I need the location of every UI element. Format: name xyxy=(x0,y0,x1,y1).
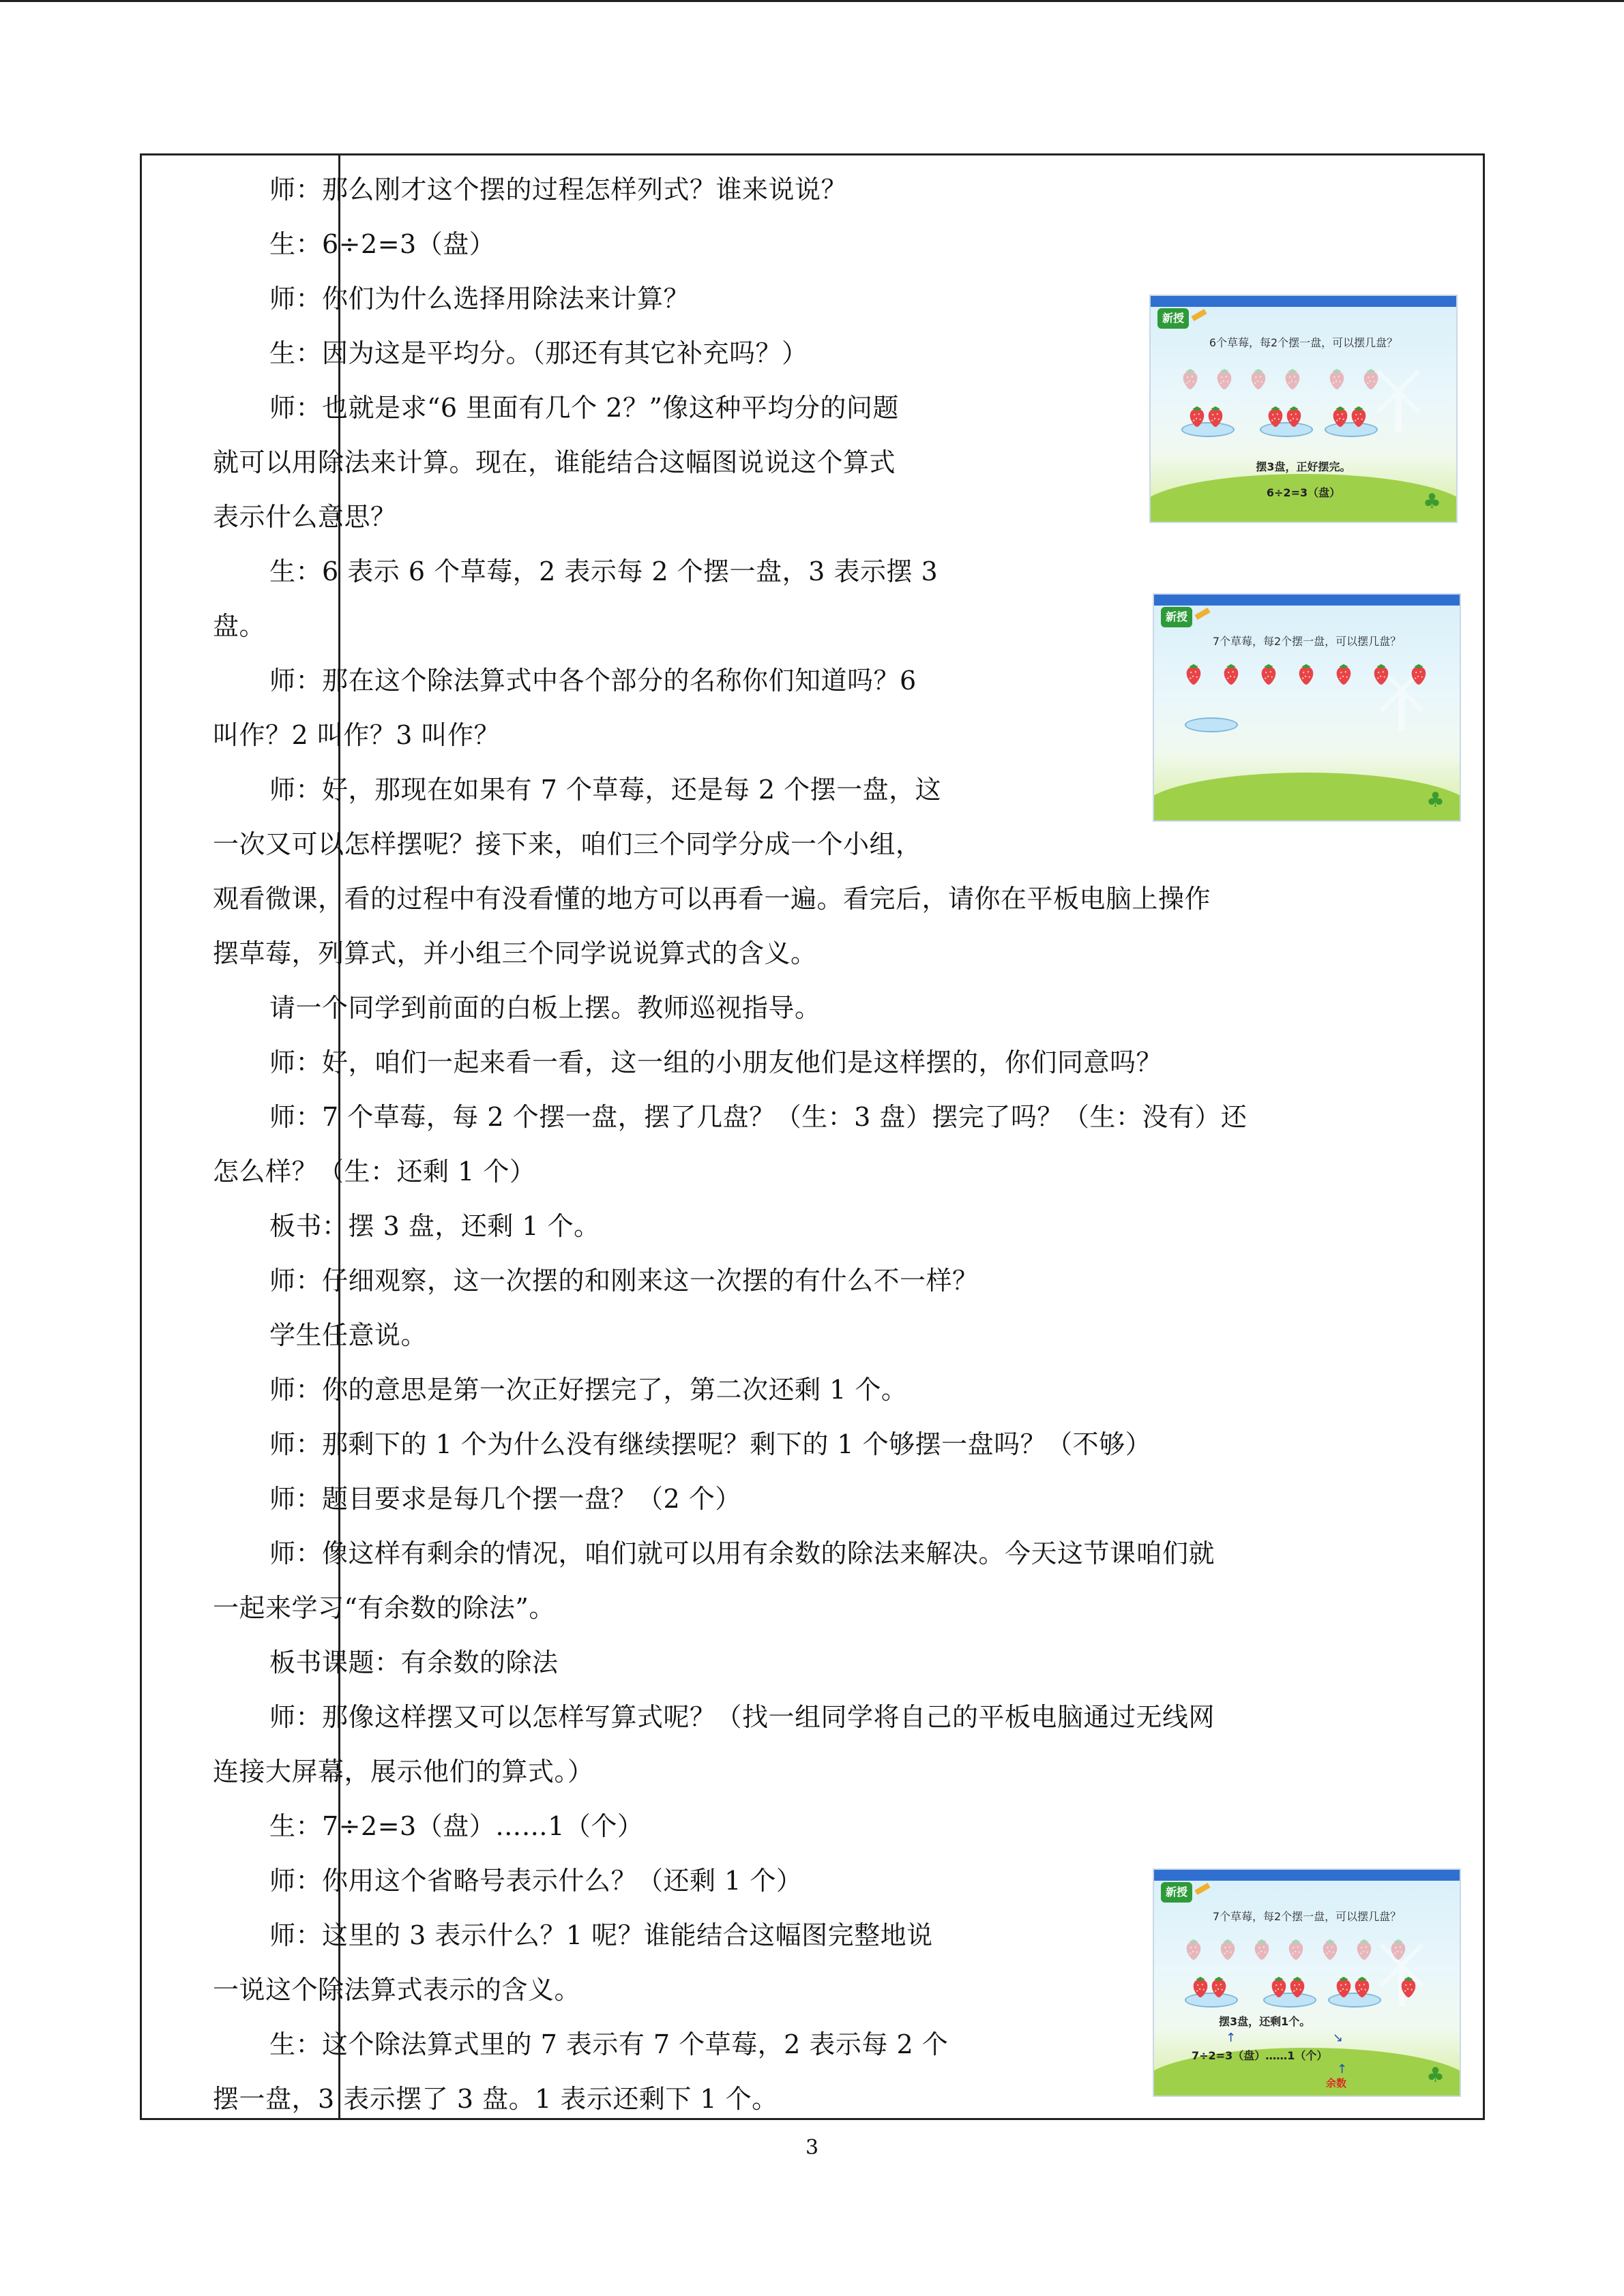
lesson-line: 师：好，那现在如果有 7 个草莓，还是每 2 个摆一盘，这 xyxy=(269,775,942,805)
strawberry-icon xyxy=(1321,1938,1339,1961)
lesson-line: 摆一盘，3 表示摆了 3 盘。1 表示还剩下 1 个。 xyxy=(213,2084,778,2114)
windmill-icon xyxy=(1374,364,1422,432)
lesson-line: 盘。 xyxy=(213,611,266,641)
lesson-line: 生：6÷2=3（盘） xyxy=(269,229,496,259)
lesson-line: 连接大屏幕，展示他们的算式。） xyxy=(213,1757,594,1787)
lesson-line: 生：6 表示 6 个草莓，2 表示每 2 个摆一盘，3 表示摆 3 xyxy=(269,556,939,586)
lesson-line: 师：那在这个除法算式中各个部分的名称你们知道吗？6 xyxy=(269,666,917,696)
page-top-rule xyxy=(0,0,1624,2)
page-number: 3 xyxy=(805,2136,819,2160)
slide-tag: 新授 xyxy=(1161,1882,1192,1903)
lesson-line: 师：你们为什么选择用除法来计算？ xyxy=(269,284,690,314)
strawberry-icon xyxy=(1400,1976,1417,1999)
strawberry-icon xyxy=(1207,405,1224,428)
strawberry-icon xyxy=(1287,1938,1305,1961)
clover-icon: ♣ xyxy=(1426,788,1445,812)
lesson-line: 生：这个除法算式里的 7 表示有 7 个草莓，2 表示每 2 个 xyxy=(269,2029,949,2059)
slide-header-band xyxy=(1154,1870,1460,1881)
lesson-line: 板书：摆 3 盘，还剩 1 个。 xyxy=(269,1211,600,1241)
strawberry-icon xyxy=(1188,405,1206,428)
strawberry-icon xyxy=(1331,405,1349,428)
arrow-down-icon: ↘ xyxy=(1333,2031,1344,2045)
strawberry-icon xyxy=(1250,368,1267,391)
clover-icon: ♣ xyxy=(1423,490,1441,513)
plate-icon xyxy=(1185,717,1238,732)
lesson-line: 板书课题：有余数的除法 xyxy=(269,1648,559,1678)
lesson-line: 师：7 个草莓，每 2 个摆一盘，摆了几盘？（生：3 盘）摆完了吗？（生：没有）还 xyxy=(269,1102,1247,1132)
lesson-line: 师：那像这样摆又可以怎样写算式呢？（找一组同学将自己的平板电脑通过无线网 xyxy=(269,1702,1215,1732)
lesson-line: 一次又可以怎样摆呢？接下来，咱们三个同学分成一个小组， xyxy=(213,829,922,859)
slide-caption: 摆3盘，还剩1个。 xyxy=(1219,2015,1311,2028)
lesson-line: 生：因为这是平均分。（那还有其它补充吗？） xyxy=(269,338,808,368)
strawberry-icon xyxy=(1353,1976,1371,1999)
lesson-line: 摆草莓，列算式，并小组三个同学说说算式的含义。 xyxy=(213,938,817,968)
strawberry-icon xyxy=(1192,1976,1209,1999)
slide-tag: 新授 xyxy=(1161,607,1192,627)
lesson-line: 学生任意说。 xyxy=(269,1320,428,1350)
strawberry-icon xyxy=(1219,1938,1237,1961)
lesson-line: 师：那么刚才这个摆的过程怎样列式？谁来说说？ xyxy=(269,175,848,205)
arrow-up-icon: ↑ xyxy=(1337,2062,1348,2076)
strawberry-icon xyxy=(1297,663,1315,686)
strawberry-icon xyxy=(1185,1938,1202,1961)
lesson-line: 师：仔细观察，这一次摆的和刚来这一次摆的有什么不一样？ xyxy=(269,1266,979,1296)
strawberry-icon xyxy=(1267,405,1284,428)
slide-prompt: 6个草莓，每2个摆一盘，可以摆几盘？ xyxy=(1209,336,1398,349)
lesson-line: 一起来学习“有余数的除法”。 xyxy=(213,1593,555,1623)
lesson-line: 师：这里的 3 表示什么？1 呢？谁能结合这幅图完整地说 xyxy=(269,1920,933,1950)
slide-equation: 7÷2=3（盘）……1（个） xyxy=(1192,2049,1328,2062)
strawberry-icon xyxy=(1335,1976,1353,1999)
strawberry-icon xyxy=(1372,663,1390,686)
pencil-icon xyxy=(1194,1883,1210,1895)
slide-header-band xyxy=(1154,595,1460,606)
pencil-icon xyxy=(1191,309,1207,321)
strawberry-icon xyxy=(1410,663,1428,686)
lesson-line: 师：好，咱们一起来看一看，这一组的小朋友他们是这样摆的，你们同意吗？ xyxy=(269,1047,1163,1077)
lesson-line: 师：题目要求是每几个摆一盘？（2 个） xyxy=(269,1484,741,1514)
strawberry-icon xyxy=(1284,368,1301,391)
lesson-slide-1 xyxy=(1149,295,1458,523)
lesson-slide-3 xyxy=(1153,1868,1461,2097)
remainder-label: 余数 xyxy=(1326,2077,1347,2089)
lesson-line: 请一个同学到前面的白板上摆。教师巡视指导。 xyxy=(269,993,821,1023)
strawberry-icon xyxy=(1210,1976,1228,1999)
lesson-line: 一说这个除法算式表示的含义。 xyxy=(213,1975,581,2005)
strawberry-icon xyxy=(1362,368,1380,391)
slide-header-band xyxy=(1151,296,1456,307)
strawberry-icon xyxy=(1335,663,1353,686)
lesson-line: 怎么样？（生：还剩 1 个） xyxy=(213,1157,536,1187)
strawberry-icon xyxy=(1222,663,1240,686)
slide-tag: 新授 xyxy=(1157,308,1189,329)
lesson-line: 师：也就是求“6 里面有几个 2？”像这种平均分的问题 xyxy=(269,393,899,423)
clover-icon: ♣ xyxy=(1426,2063,1445,2087)
lesson-line: 生：7÷2=3（盘）……1（个） xyxy=(269,1811,644,1841)
lesson-line: 师：像这样有剩余的情况，咱们就可以用有余数的除法来解决。今天这节课咱们就 xyxy=(269,1538,1215,1568)
strawberry-icon xyxy=(1288,1976,1306,1999)
strawberry-icon xyxy=(1285,405,1303,428)
slide-prompt: 7个草莓，每2个摆一盘，可以摆几盘？ xyxy=(1212,635,1402,648)
strawberry-icon xyxy=(1350,405,1368,428)
slide-equation: 6÷2=3（盘） xyxy=(1266,486,1341,499)
slide-prompt: 7个草莓，每2个摆一盘，可以摆几盘？ xyxy=(1212,1910,1402,1923)
strawberry-icon xyxy=(1355,1938,1373,1961)
lesson-line: 师：那剩下的 1 个为什么没有继续摆呢？剩下的 1 个够摆一盘吗？（不够） xyxy=(269,1429,1152,1459)
lesson-line: 观看微课，看的过程中有没看懂的地方可以再看一遍。看完后，请你在平板电脑上操作 xyxy=(213,884,1211,914)
strawberry-icon xyxy=(1215,368,1233,391)
lesson-line: 表示什么意思？ xyxy=(213,502,397,532)
slide-caption: 摆3盘，正好摆完。 xyxy=(1256,460,1351,473)
strawberry-icon xyxy=(1270,1976,1288,1999)
strawberry-icon xyxy=(1253,1938,1271,1961)
strawberry-icon xyxy=(1389,1938,1407,1961)
grass-hill xyxy=(1153,773,1461,822)
strawberry-icon xyxy=(1185,663,1202,686)
lesson-line: 师：你的意思是第一次正好摆完了，第二次还剩 1 个。 xyxy=(269,1375,908,1405)
strawberry-icon xyxy=(1181,368,1199,391)
strawberry-icon xyxy=(1328,368,1346,391)
lesson-line: 叫作？2 叫作？3 叫作？ xyxy=(213,720,501,750)
strawberry-icon xyxy=(1260,663,1278,686)
lesson-line: 就可以用除法来计算。现在，谁能结合这幅图说说这个算式 xyxy=(213,447,896,477)
pencil-icon xyxy=(1194,608,1210,620)
lesson-line: 师：你用这个省略号表示什么？（还剩 1 个） xyxy=(269,1866,803,1896)
arrow-up-icon: ↑ xyxy=(1226,2031,1237,2045)
lesson-slide-2 xyxy=(1153,593,1461,822)
